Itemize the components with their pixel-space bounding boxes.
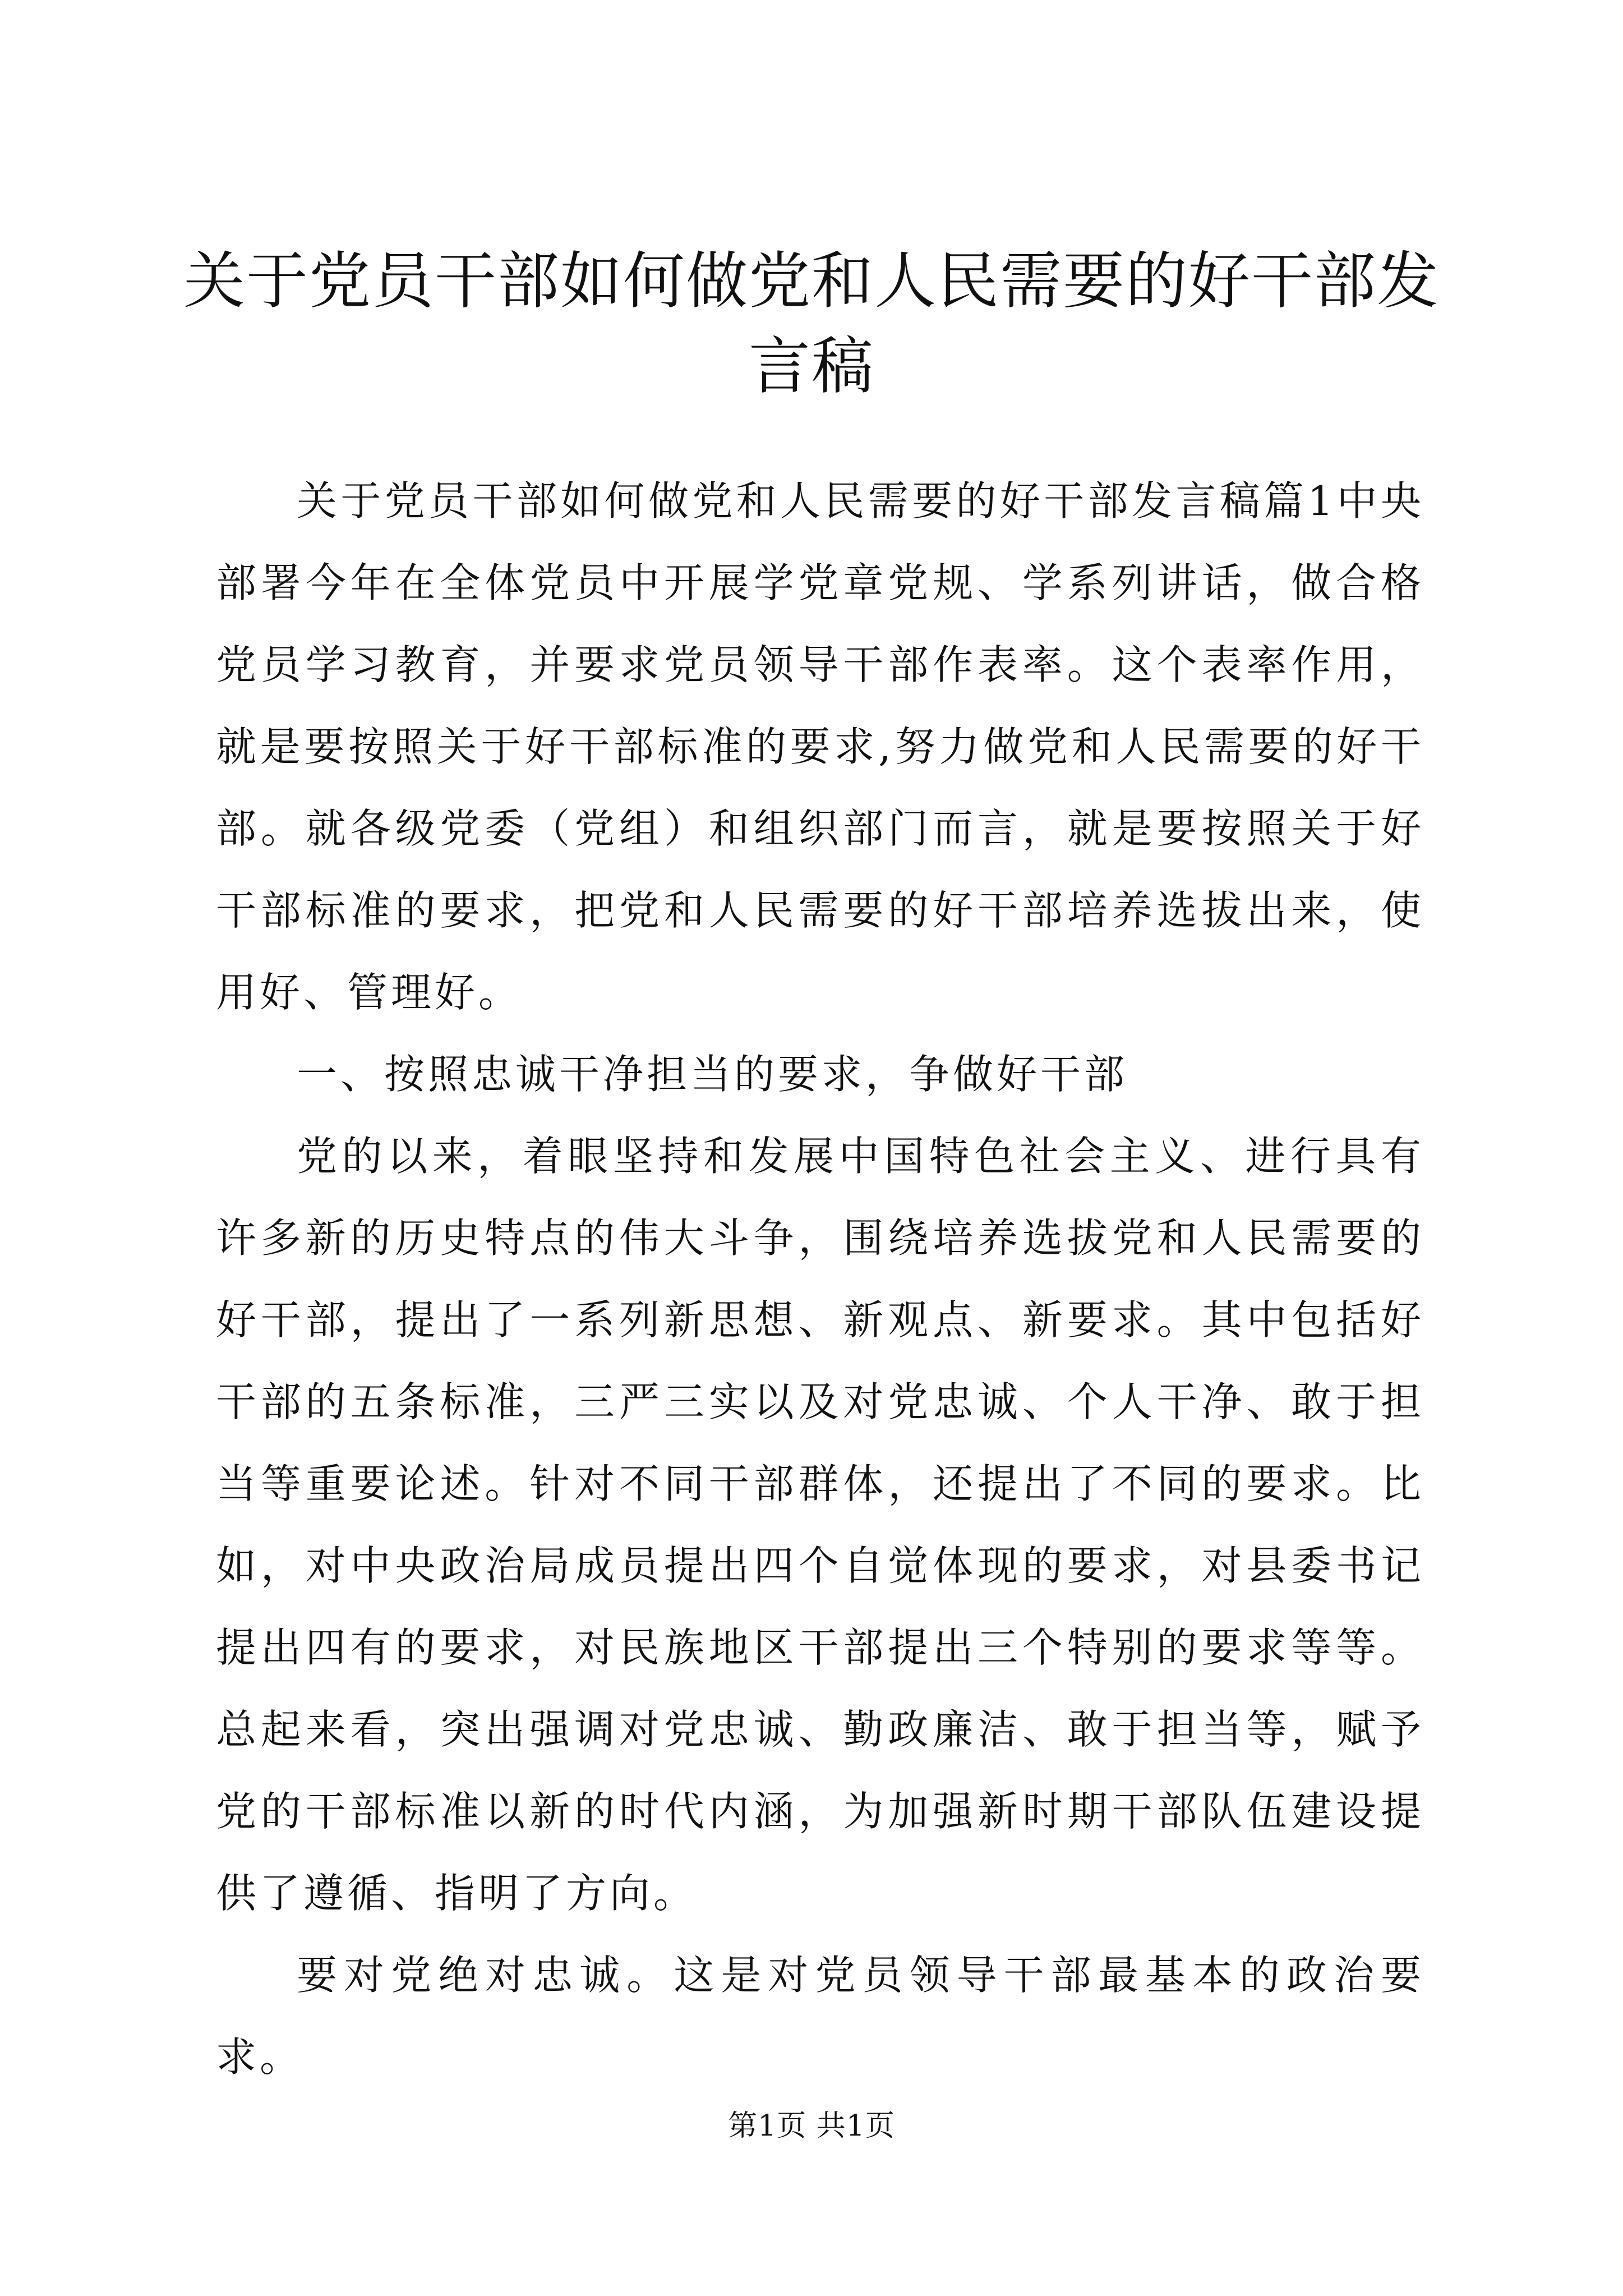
paragraph-3: 要对党绝对忠诚。这是对党员领导干部最基本的政治要求。 [216, 1952, 1424, 2081]
paragraph-2: 党的以来，着眼坚持和发展中国特色社会主义、进行具有许多新的历史特点的伟大斗争，围绕培养选拔党和人民需要的好干部，提出了一系列新思想、新观点、新要求。其中包括好干部的五条标准，三严三实以及对党忠诚、个人干净、敢于担当等重要论述。针对不同干部群体，还提出了不同的要求。比如，对中央政治局成员提出四个自觉体现的要求，对县委书记提出四有的要求，对民族地区干部提出三个特别的要求等等。总起来看，突出强调对党忠诚、勤政廉洁、敢于担当等，赋予党的干部标准以新的时代内涵，为加强新时期干部队伍建设提供了遵循、指明了方向。 [216, 1133, 1424, 1917]
paragraph-1: 关于党员干部如何做党和人民需要的好干部发言稿篇1中央部署今年在全体党员中开展学党章党规、学系列讲话，做合格党员学习教育，并要求党员领导干部作表率。这个表率作用，就是要按照关于好干部标准的要求,努力做党和人民需要的好干部。就各级党委（党组）和组织部门而言，就是要按照关于好干部标准的要求，把党和人民需要的好干部培养选拔出来，使用好、管理好。 [216, 477, 1424, 1016]
section-heading-1: 一、按照忠诚干净担当的要求，争做好干部 [297, 1051, 1128, 1098]
document-body [216, 460, 1424, 2098]
document-title: 关于党员干部如何做党和人民需要的好干部发言稿 [183, 245, 1440, 402]
page-footer: 第1页 共1页 [728, 2109, 895, 2143]
